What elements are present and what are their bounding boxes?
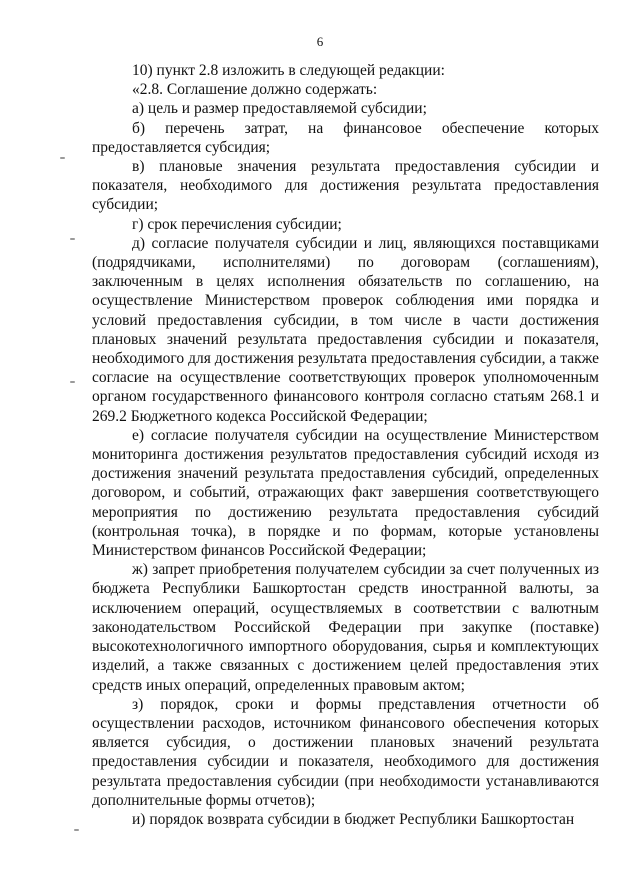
paragraph-item-10: 10) пункт 2.8 изложить в следующей редакции:: [132, 62, 445, 79]
paragraph-subitem-d: д) согласие получателя субсидии и лиц, являющихся поставщиками (подрядчиками, исполнителями) по договорам (соглашениям), заключенным в целях исполнения обязательств по соглашению, на осуществление Министерством проверок соблюдения ими порядка и условий предоставления субсидии, в том числе в части достижения плановых значений результата предоставления субсидии и показателя, необходимого для достижения результата предоставления субсидии, а также согласие на осуществление соответствующих проверок уполномоченным органом государственного финансового контроля согласно статьям 268.1 и 269.2 Бюджетного кодекса Российской Федерации;: [92, 234, 599, 425]
scan-mark: [70, 381, 75, 383]
paragraph-subitem-b: б) перечень затрат, на финансовое обеспечение которых предоставляется субсидия;: [92, 119, 599, 156]
paragraph-subitem-i: и) порядок возврата субсидии в бюджет Республики Башкортостан: [132, 810, 575, 828]
document-body: [92, 61, 599, 829]
paragraph-subitem-z: з) порядок, сроки и формы представления отчетности об осуществлении расходов, источником финансового обеспечения которых является субсидия, о достижении плановых значений результата предоставления субсидии и показателя, необходимого для достижения результата предоставления субсидии (при необходимости устанавливаются дополнительные формы отчетов);: [92, 695, 599, 809]
scan-mark: [60, 157, 65, 159]
page-number: 6: [316, 34, 324, 49]
scan-mark: [74, 829, 79, 831]
paragraph-subitem-a: а) цель и размер предоставляемой субсидии;: [132, 100, 427, 118]
paragraph-clause-2-8: «2.8. Соглашение должно содержать:: [132, 81, 378, 99]
paragraph-subitem-v: в) плановые значения результата предоставления субсидии и показателя, необходимого для достижения результата предоставления субсидии;: [92, 158, 599, 214]
paragraph-subitem-g: г) срок перечисления субсидии;: [132, 215, 342, 233]
paragraph-subitem-e: е) согласие получателя субсидии на осуществление Министерством мониторинга достижения результатов предоставления субсидий исходя из достижения значений результата предоставления субсидий, определенных договором, и событий, отражающих факт завершения соответствующего мероприятия по достижению результата предоставления субсидий (контрольная точка), в порядке и по формам, которые установлены Министерством финансов Российской Федерации;: [92, 426, 599, 560]
scan-mark: [70, 238, 75, 240]
paragraph-subitem-zh: ж) запрет приобретения получателем субсидии за счет полученных из бюджета Республики Башкортостан средств иностранной валюты, за исключением операций, осуществляемых в соответствии с валютным законодательством Российской Федерации при закупке (поставке) высокотехнологичного импортного оборудования, сырья и комплектующих изделий, а также связанных с достижением целей предоставления этих средств иных операций, определенных правовым актом;: [92, 561, 599, 694]
